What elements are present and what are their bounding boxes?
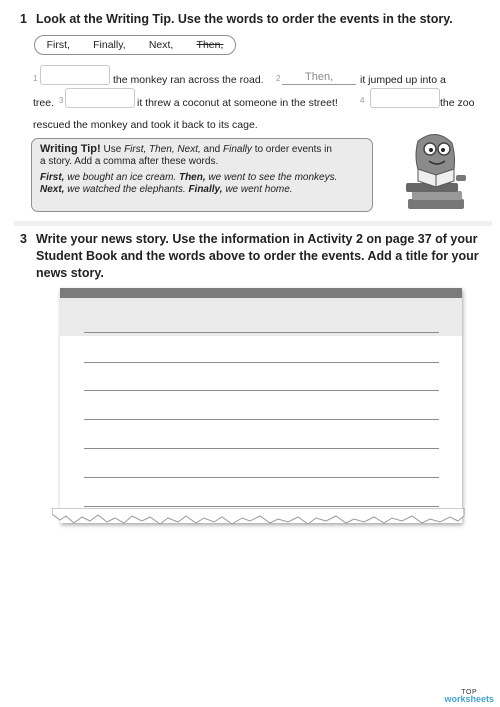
writing-line[interactable] bbox=[84, 448, 439, 449]
answer-box-4[interactable] bbox=[370, 88, 440, 108]
word-first: First, bbox=[46, 39, 70, 51]
writing-line[interactable] bbox=[84, 506, 439, 507]
writing-line[interactable] bbox=[84, 332, 439, 333]
answer-box-3[interactable] bbox=[65, 88, 135, 108]
writing-line[interactable] bbox=[84, 362, 439, 363]
question-3-title: 3 Write your news story. Use the information in Activity 2 on page 37 of your Student Book and the words above to order the events. Add a title for your news story. bbox=[20, 232, 479, 280]
title-area[interactable] bbox=[60, 298, 462, 336]
item-3-text: it threw a coconut at someone in the street! bbox=[137, 97, 338, 109]
topworksheets-logo: TOP worksheets bbox=[444, 689, 494, 704]
mascot-reading-illustration bbox=[396, 125, 476, 215]
item-2-number: 2 bbox=[276, 74, 281, 83]
item-4-text: the zoo bbox=[440, 97, 475, 109]
item-3-number: 3 bbox=[59, 96, 64, 105]
section-divider bbox=[14, 221, 492, 226]
writing-line[interactable] bbox=[84, 390, 439, 391]
item-2-text: it jumped up into a bbox=[360, 74, 446, 86]
tip-heading: Writing Tip! bbox=[40, 143, 101, 155]
answer-box-1[interactable] bbox=[40, 65, 110, 85]
writing-line[interactable] bbox=[84, 419, 439, 420]
item-3-before: tree. bbox=[33, 97, 55, 109]
item-1-text: the monkey ran across the road. bbox=[113, 74, 264, 86]
word-then-crossed: Then, bbox=[196, 39, 224, 51]
tip-line-2: a story. Add a comma after these words. bbox=[40, 156, 219, 167]
writing-tip-box: Writing Tip! Use First, Then, Next, and Finally to order events in a story. Add a comma after these words. First, we bought an ice cream. Then, we went to see the monkeys. Next, we watched the elephants. Finally, we went home. bbox=[31, 138, 373, 212]
question-1-title: 1 Look at the Writing Tip. Use the words to order the events in the story. bbox=[20, 12, 453, 26]
word-finally: Finally, bbox=[93, 39, 126, 51]
paper-header-bar bbox=[60, 288, 462, 298]
answer-line-2 bbox=[282, 84, 356, 85]
item-1-number: 1 bbox=[33, 74, 38, 83]
torn-paper-edge bbox=[52, 508, 472, 530]
writing-paper bbox=[60, 288, 462, 523]
answer-2-filled[interactable]: Then, bbox=[305, 71, 334, 83]
word-next: Next, bbox=[148, 39, 174, 51]
last-line-text: rescued the monkey and took it back to its cage. bbox=[33, 119, 258, 131]
writing-line[interactable] bbox=[84, 477, 439, 478]
tip-example-1: First, we bought an ice cream. Then, we went to see the monkeys. bbox=[40, 172, 338, 183]
word-bank bbox=[34, 35, 236, 55]
item-4-number: 4 bbox=[360, 96, 365, 105]
tip-example-2: Next, we watched the elephants. Finally, we went home. bbox=[40, 184, 293, 195]
